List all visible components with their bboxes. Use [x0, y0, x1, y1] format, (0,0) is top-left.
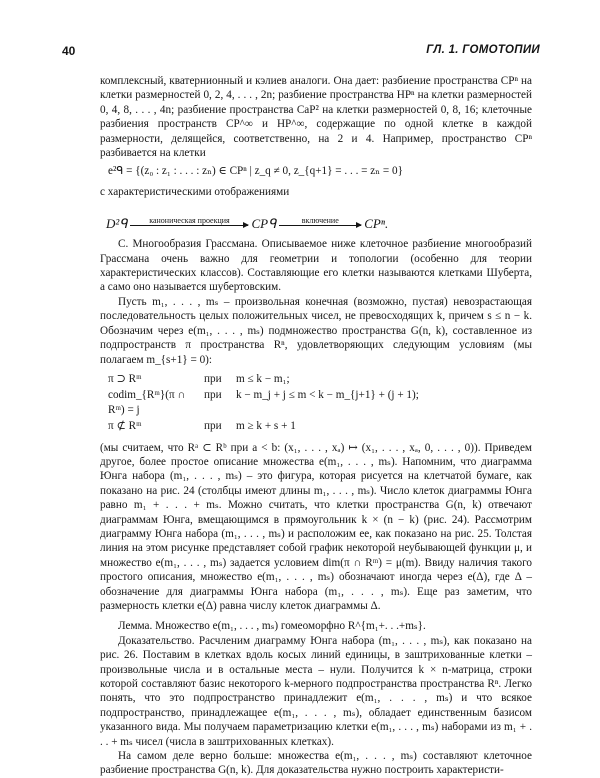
diagram-cpq: CPᑫ [251, 215, 277, 231]
paragraph-final: На самом деле верно больше: множества e(m₁, . . . , mₛ) составляют клеточное разбиение пространства G(n, k). Для доказательства нужно построить характеристи- [100, 750, 532, 777]
paragraph-young: (мы считаем, что Rᵃ ⊂ Rᵇ при a < b: (x₁, . . . , xₐ) ↦ (x₁, . . . , xₐ, 0, . . . , 0)). Приведем другое, более простое описание множества e(m₁, . . . , mₛ). Напомним, что диаграмма Юнга набора (m₁, . . . , mₛ) – это фигура, которая рисуется на клетчатой бумаге, как показано на рис. 24 (столбцы имеют длины m₁, . . . , mₛ). Число клеток диаграммы Юнга равно m₁ + . . . + mₛ. Можно считать, что клетки пространства G(n, k) отвечают диаграммам Юнга, вмещающимся в прямоугольник k × (n − k) (рис. 24). Рассмотрим диаграмму Юнга набора (m₁, . . . , mₛ) и расположим ее, как показано на рис. 25. Толстая линия на этом рисунке представляет собой график некоторой неубывающей функции μ, и множество e(m₁, . . . , mₛ) задается условием dim(π ∩ Rᵐ) = μ(m). Ввиду наличия такого простого описания, множество e(m₁, . . . , mₛ) обозначают иногда через e(Δ), где Δ – обозначение для диаграммы Юнга набора (m₁, . . . , mₛ). Еще раз заметим, что размерность клетки e(Δ) равна числу клеток диаграммы Δ. [100, 441, 532, 612]
page-body [100, 74, 532, 778]
condition-right: m ≥ k + s + 1 [236, 420, 296, 433]
condition-word: при [204, 389, 222, 402]
condition-left: π ⊃ Rᵐ [108, 372, 142, 385]
cell-formula: e²ᑫ = {(z₀ : z₁ : . . . : zₙ) ∈ CPⁿ | z_q ≠ 0, z_{q+1} = . . . = zₙ = 0} [108, 165, 403, 178]
page-number: 40 [62, 44, 76, 58]
condition-left: codim_{Rᵐ}(π ∩ Rᵐ) = j [108, 389, 186, 416]
diagram-cpn: CPⁿ. [364, 215, 389, 231]
condition-right: m ≤ k − m₁; [236, 372, 290, 385]
inclusion-label: включение [301, 216, 339, 226]
proof: Доказательство. Расчленим диаграмму Юнга набора (m₁, . . . , mₛ), как показано на рис. 26. Поставим в клетках вдоль косых линий единицы, в заштрихованные клетки – произвольные числа и в остальные места – нули. Получится k × n-матрица, строки которой составляют базис некоторого k-мерного подпространства пространства Rⁿ. Легко понять, что это подпространство принадлежит e(m₁, . . . , mₛ) и что всякое подпространство, принадлежащее e(m₁, . . . , mₛ), обладает единственным базисом указанного вида. Мы получаем параметризацию клетки e(m₁, . . . , mₛ) наборами из m₁ + . . . + mₛ чисел (числа в заштрихованных клетках). [100, 634, 532, 748]
paragraph-1: комплексный, кватернионный и кэлиев аналоги. Она дает: разбиение пространства CPⁿ на клетки размерностей 0, 2, 4, . . . , 2n; разбиение пространства HPⁿ на клетки размерностей 0, 4, 8, . . . , 4n; разбиение пространства CaP² на клетки размерностей 0, 8, 16; клеточные разбиения пространств CP^∞ и HP^∞, содержащие по одной клетке в каждой размерности, делящейся, соответственно, на 2 и 4. Например, пространство CPⁿ разбивается на клетки [100, 75, 532, 160]
condition-row [108, 418, 419, 434]
condition-left: π ⊄ Rᵐ [108, 420, 142, 433]
paragraph-2: с характеристическими отображениями [100, 185, 290, 198]
paragraph-definition: Пусть m₁, . . . , mₛ – произвольная конечная (возможно, пустая) невозрастающая последовательность целых положительных чисел, не превосходящих k, причем s ≤ n − k. Обозначим через e(m₁, . . . , mₛ) подмножество пространства G(n, k), составленное из подпространств π пространства Rⁿ, удовлетворяющих следующим условиям (мы полагаем m_{s+1} = 0): [100, 295, 532, 366]
inclusion-arrow [279, 216, 361, 231]
arrow-line-2 [279, 225, 361, 226]
condition-row [108, 371, 419, 387]
condition-row [108, 387, 419, 418]
arrow-line-1 [130, 225, 248, 226]
diagram-disk: D²ᑫ [106, 215, 128, 231]
projection-label: каноническая проекция [149, 216, 230, 226]
page-header [62, 44, 540, 60]
projection-arrow [130, 216, 248, 231]
running-head: ГЛ. 1. ГОМОТОПИИ [426, 44, 540, 56]
condition-right: k − m_j + j ≤ m < k − m_{j+1} + (j + 1); [236, 389, 419, 402]
map-diagram [106, 205, 532, 231]
condition-word: при [204, 372, 222, 385]
paragraph-grassmann: C. Многообразия Грассмана. Описываемое ниже клеточное разбиение многообразий Грассмана очень важно для геометрии и топологии (особенно для теории характеристических классов). Составляющие его клетки называются клетками Шуберта, а само оно называется шубертовским. [100, 238, 532, 294]
conditions-table [108, 371, 419, 435]
condition-word: при [204, 420, 222, 433]
lemma: Лемма. Множество e(m₁, . . . , mₛ) гомеоморфно R^{m₁+. . .+mₛ}. [118, 620, 426, 633]
